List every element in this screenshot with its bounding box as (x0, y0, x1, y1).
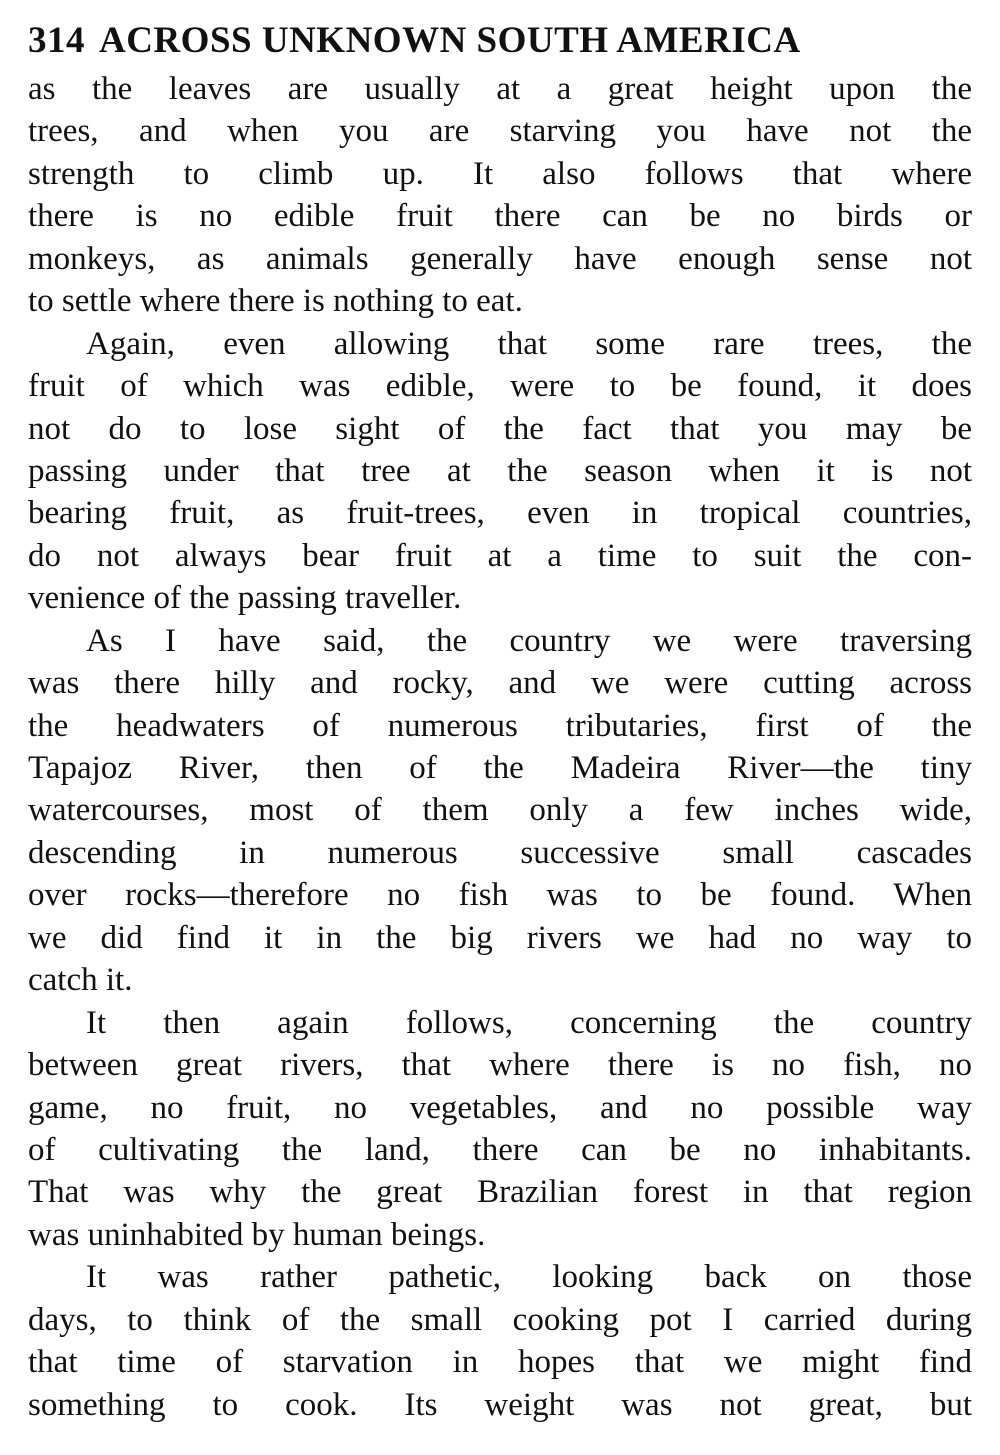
text-line: do not always bear fruit at a time to suit the con- (28, 537, 972, 574)
text-line: days, to think of the small cooking pot I carried during (28, 1301, 972, 1338)
text-line: fruit of which was edible, were to be found, it does (28, 368, 972, 405)
text-line: watercourses, most of them only a few inches wide, (28, 792, 972, 829)
text-line: the headwaters of numerous tributaries, first of the (28, 707, 972, 744)
text-line: game, no fruit, no vegetables, and no possible way (28, 1089, 972, 1126)
text-line: not do to lose sight of the fact that you may be (28, 410, 972, 447)
text-line: we did find it in the big rivers we had no way to (28, 919, 972, 956)
text-line: there is no edible fruit there can be no birds or (28, 198, 972, 235)
text-line: to settle where there is nothing to eat. (28, 283, 523, 320)
text-line: monkeys, as animals generally have enough sense not (28, 240, 972, 277)
running-header (28, 18, 972, 68)
text-line: trees, and when you are starving you have not the (28, 113, 972, 150)
text-line: As I have said, the country we were traversing (86, 622, 972, 659)
text-line: that time of starvation in hopes that we might find (28, 1344, 972, 1381)
text-line: was uninhabited by human beings. (28, 1216, 486, 1253)
text-line: over rocks—therefore no fish was to be found. When (28, 877, 972, 914)
text-line: That was why the great Brazilian forest in that region (28, 1174, 972, 1211)
page-number: 314 (28, 20, 85, 61)
body-text (28, 68, 972, 1426)
text-line: as the leaves are usually at a great height upon the (28, 71, 972, 107)
text-line: of cultivating the land, there can be no inhabitants. (28, 1131, 972, 1168)
text-line: It was rather pathetic, looking back on those (86, 1259, 972, 1296)
text-line: It then again follows, concerning the country (86, 1004, 972, 1041)
text-line: strength to climb up. It also follows that where (28, 155, 972, 192)
text-line: something to cook. Its weight was not great, but (28, 1386, 972, 1423)
text-line: Again, even allowing that some rare trees, the (86, 325, 972, 362)
text-line: descending in numerous successive small cascades (28, 834, 972, 871)
text-line: between great rivers, that where there is no fish, no (28, 1047, 972, 1084)
text-line: was there hilly and rocky, and we were cutting across (28, 665, 972, 702)
book-page (28, 18, 972, 1426)
text-line: Tapajoz River, then of the Madeira River—the tiny (28, 750, 972, 786)
text-line: bearing fruit, as fruit-trees, even in tropical countries, (28, 495, 972, 532)
text-line: venience of the passing traveller. (28, 580, 462, 617)
text-line: passing under that tree at the season when it is not (28, 452, 972, 489)
running-title: ACROSS UNKNOWN SOUTH AMERICA (99, 20, 801, 61)
text-line: catch it. (28, 962, 133, 999)
